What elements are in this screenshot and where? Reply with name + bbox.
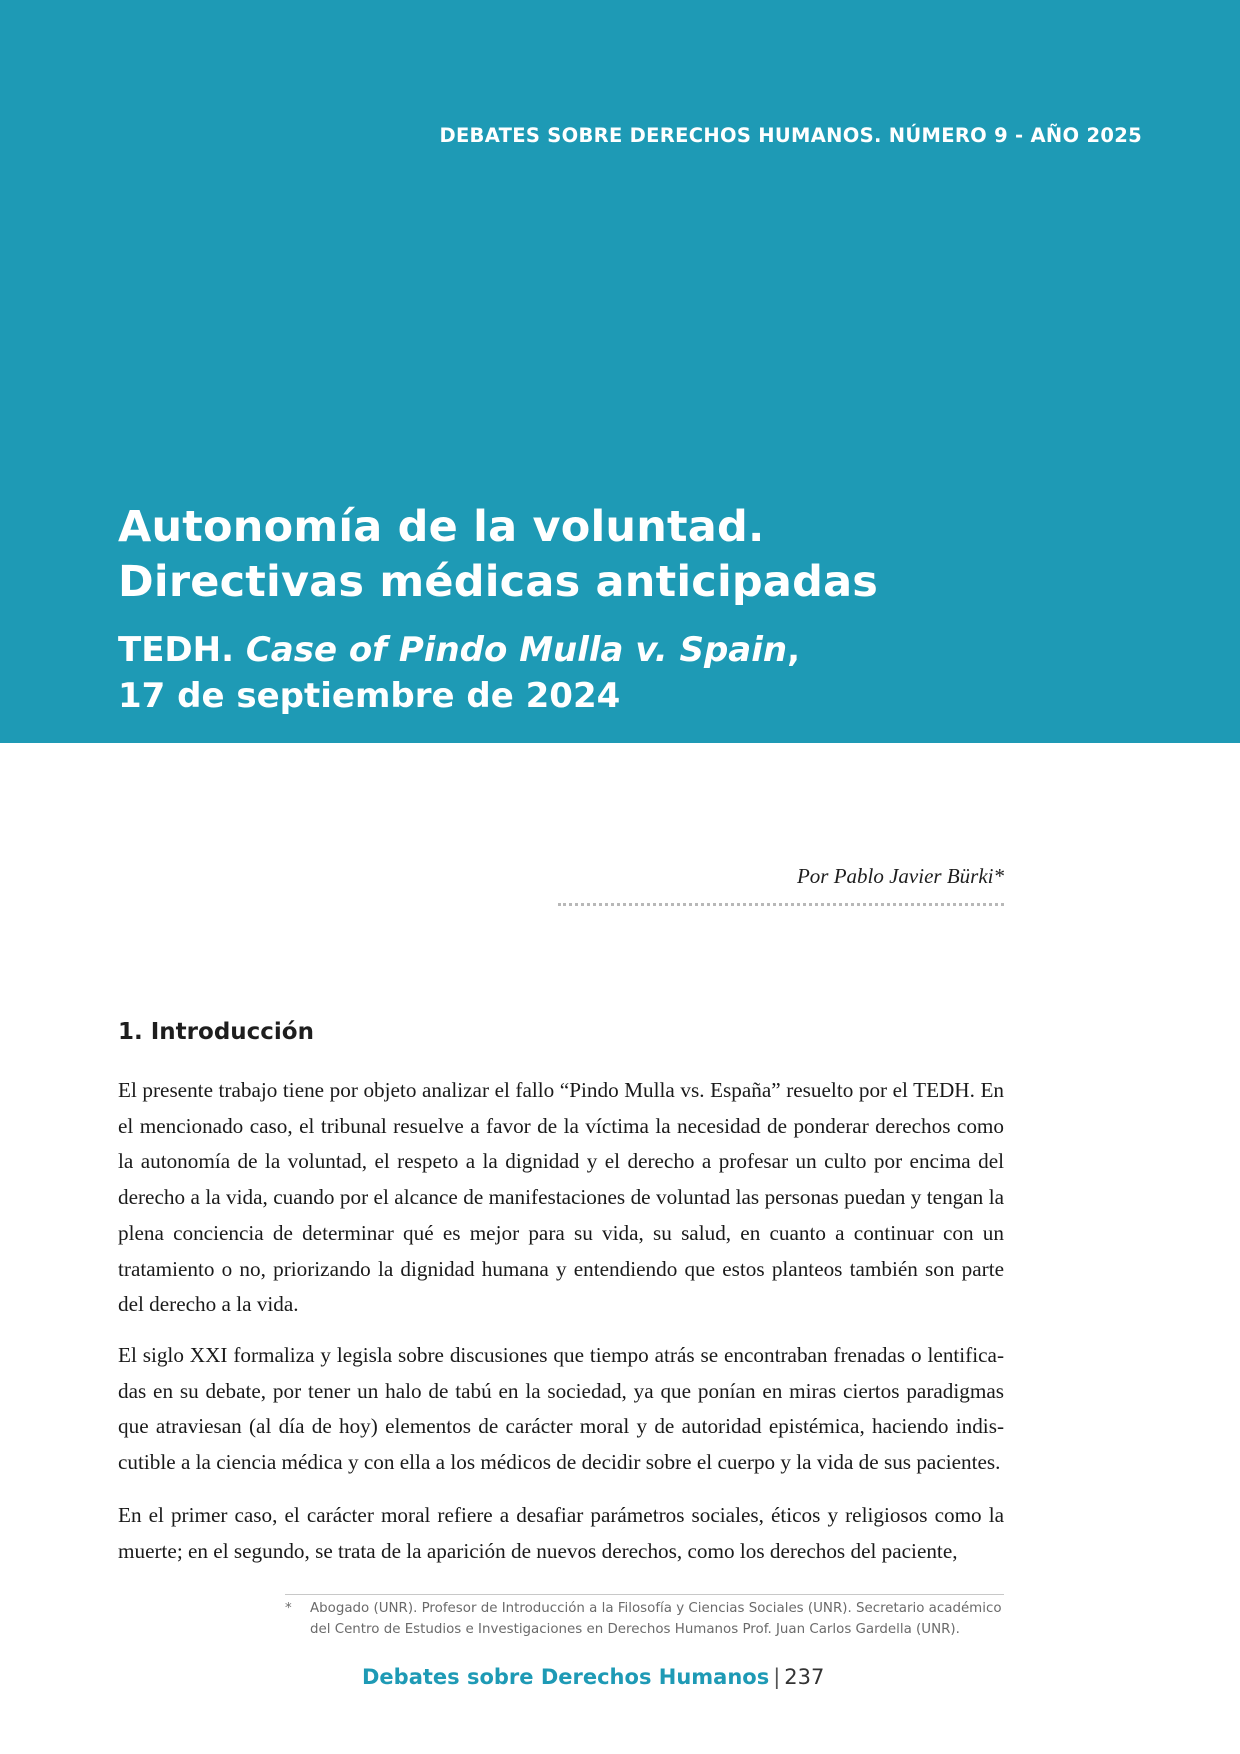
footnote [285, 1598, 1007, 1640]
journal-header: DEBATES SOBRE DERECHOS HUMANOS. NÚMERO 9 - AÑO 2025 [439, 124, 1142, 147]
page-number: 237 [784, 1665, 825, 1689]
footnote-text: Abogado (UNR). Profesor de Introducción a la Filosofía y Ciencias Sociales (UNR). Secretario académico del Centro de Estudios e Investigaciones en Derechos Humanos Prof. Juan Carlos Gardella (UNR). [310, 1601, 1002, 1637]
footer-publication: Debates sobre Derechos Humanos [362, 1665, 770, 1689]
court-prefix: TEDH. [118, 630, 246, 670]
case-name: Case of Pindo Mulla v. Spain [245, 630, 788, 670]
footnote-mark: * [285, 1601, 292, 1616]
paragraph-3: En el primer caso, el carácter moral refiere a desafiar parámetros sociales, éticos y religiosos como la muerte; en el segundo, se trata de la aparición de nuevos derechos, como los derechos del paciente, [118, 1503, 1004, 1563]
section-heading: 1. Introducción [118, 1019, 314, 1045]
judgment-date: 17 de septiembre de 2024 [118, 676, 621, 716]
paragraph-1: El presente trabajo tiene por objeto analizar el fallo “Pindo Mulla vs. España” resuelto por el TEDH. En el mencionado caso, el tribunal resuelve a favor de la víctima la necesidad de ponderar derechos como la autonomía de la voluntad, el respeto a la dignidad y el derecho a profesar un culto por encima del derecho a la vida, cuando por el alcance de manifestaciones de voluntad las personas puedan y tengan la plena conciencia de determinar qué es mejor para su vida, su salud, en cuanto a continuar con un tratamiento o no, priorizando la dignidad humana y entendiendo que estos planteos también son parte del derecho a la vida. [118, 1078, 1004, 1317]
case-line [118, 627, 800, 673]
article-title [118, 500, 878, 610]
footer-separator: | [773, 1665, 781, 1689]
author-byline: Por Pablo Javier Bürki* [796, 864, 1004, 888]
article-subtitle [118, 627, 800, 719]
paragraph-2: El siglo XXI formaliza y legisla sobre discusiones que tiempo atrás se encontraban frenadas o lentificadas en su debate, por tener un halo de tabú en la sociedad, ya que ponían en miras ciertos paradigmas que atraviesan (al día de hoy) elementos de carácter moral y de autoridad epistémica, haciendo indiscutible a la ciencia médica y con ella a los médicos de decidir sobre el cuerpo y la vida de sus pacientes. [118, 1343, 1004, 1475]
title-banner [0, 0, 1240, 743]
article-title-line-2: Directivas médicas anticipadas [118, 557, 879, 607]
page-footer [362, 1665, 824, 1689]
case-suffix: , [787, 630, 801, 670]
article-title-line-1: Autonomía de la voluntad. [118, 502, 765, 552]
footnote-divider [285, 1594, 1004, 1595]
byline-divider [558, 903, 1004, 906]
